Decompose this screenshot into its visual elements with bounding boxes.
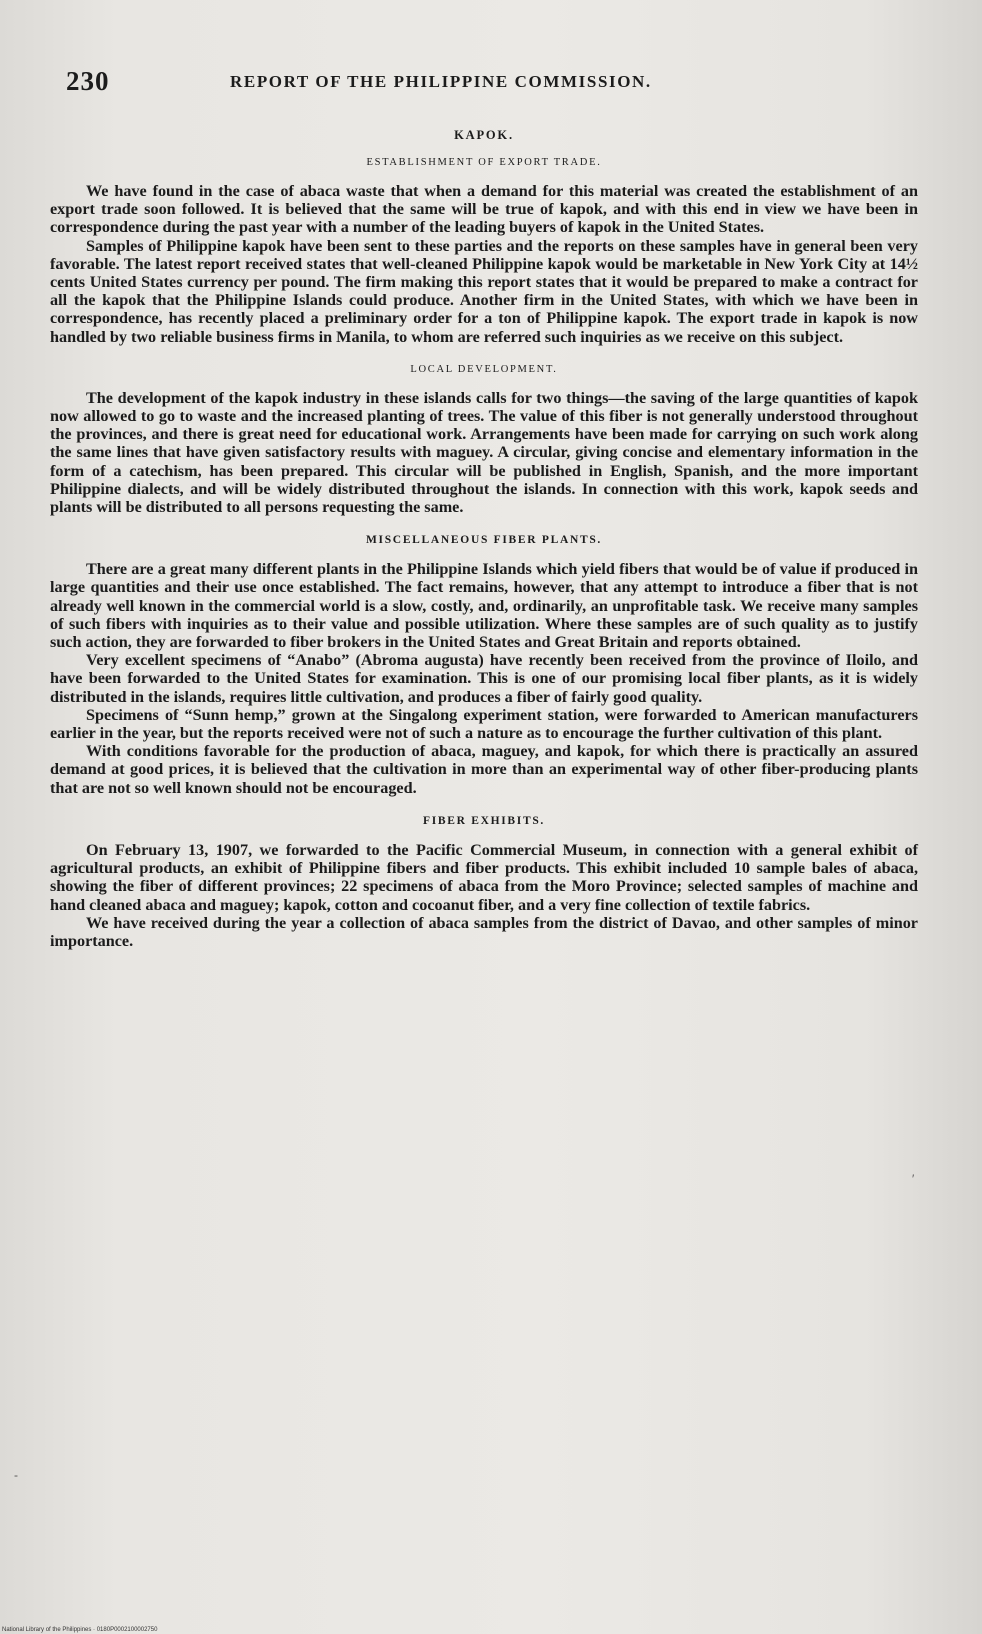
- paragraph-export-1: We have found in the case of abaca waste that when a demand for this material was created the establishment of an export trade soon followed. It is believed that the same will be true of kapok, and with this end in view we have been in correspondence during the past year with a number of the leading buyers of kapok in the United States.: [50, 182, 918, 237]
- running-head: REPORT OF THE PHILIPPINE COMMISSION.: [230, 72, 652, 91]
- section-title-fiber-exhibits: FIBER EXHIBITS.: [422, 814, 545, 827]
- paragraph-misc-1: There are a great many different plants in the Philippine Islands which yield fibers that would be of value if produced in large quantities and their use once established. The fact remains, however, that any attempt to introduce a fiber that is not already well known in the commercial world is a slow, costly, and, ordinarily, an unprofitable task. We receive many samples of such fibers with inquiries as to their value and possible utilization. Where these samples are of such quality as to justify such action, they are forwarded to fiber brokers in the United States and Great Britain and reports obtained.: [50, 560, 918, 652]
- paragraph-misc-3: Specimens of “Sunn hemp,” grown at the Singalong experiment station, were forwarded to American manufacturers earlier in the year, but the reports received were not of such a nature as to encourage the further cultivation of this plant.: [50, 705, 918, 743]
- scan-footer: National Library of the Philippines · 0180P0002100002750: [2, 1627, 158, 1633]
- subhead-local-development: LOCAL DEVELOPMENT.: [410, 363, 558, 375]
- page-body: [50, 120, 918, 950]
- paragraph-misc-4: With conditions favorable for the production of abaca, maguey, and kapok, for which there is practically an assured demand at good prices, it is believed that the cultivation in more than an experimental way of other fiber-producing plants that are not so well known should not be encouraged.: [50, 742, 918, 797]
- margin-dash: -: [14, 1468, 18, 1482]
- page-header: [66, 66, 906, 102]
- paragraph-local-1: The development of the kapok industry in these islands calls for two things—the saving of the large quantities of kapok now allowed to go to waste and the increased planting of trees. The value of this fiber is not generally understood throughout the provinces, and there is great need for educational work. Arrangements have been made for carrying on such work along the same lines that have given satisfactory results with maguey. A circular, giving concise and elementary information in the form of a catechism, has been prepared. This circular will be published in English, Spanish, and the more important Philippine dialects, and will be widely distributed throughout the islands. In connection with this work, kapok seeds and plants will be distributed to all persons requesting the same.: [50, 388, 918, 517]
- paragraph-misc-2: Very excellent specimens of “Anabo” (Abroma augusta) have recently been received from the province of Iloilo, and have been forwarded to the United States for examination. This is one of our promising local fiber plants, as it is widely distributed in the islands, requires little cultivation, and produces a fiber of fairly good quality.: [50, 651, 918, 706]
- margin-mark: ′: [912, 1172, 915, 1186]
- paragraph-export-2: Samples of Philippine kapok have been sent to these parties and the reports on these samples have in general been very favorable. The latest report received states that well-cleaned Philippine kapok would be marketable in New York City at 14½ cents United States currency per pound. The firm making this report states that it would be prepared to make a contract for all the kapok that the Philippine Islands could produce. Another firm in the United States, with which we have been in correspondence, has recently placed a preliminary order for a ton of Philippine kapok. The export trade in kapok is now handled by two reliable business firms in Manila, to whom are referred such inquiries as we receive on this subject.: [50, 236, 918, 346]
- paragraph-exhibits-2: We have received during the year a collection of abaca samples from the district of Davao, and other samples of minor importance.: [50, 913, 918, 950]
- page-number: 230: [66, 66, 110, 96]
- section-title-kapok: KAPOK.: [454, 128, 514, 142]
- subhead-export-trade: ESTABLISHMENT OF EXPORT TRADE.: [366, 157, 602, 168]
- paragraph-exhibits-1: On February 13, 1907, we forwarded to the Pacific Commercial Museum, in connection with a general exhibit of agricultural products, an exhibit of Philippine fibers and fiber products. This exhibit included 10 sample bales of abaca, showing the fiber of different provinces; 22 specimens of abaca from the Moro Province; selected samples of machine and hand cleaned abaca and maguey; kapok, cotton and cocoanut fiber, and a very fine collection of textile fabrics.: [50, 840, 918, 914]
- section-title-misc-fiber: MISCELLANEOUS FIBER PLANTS.: [365, 534, 602, 547]
